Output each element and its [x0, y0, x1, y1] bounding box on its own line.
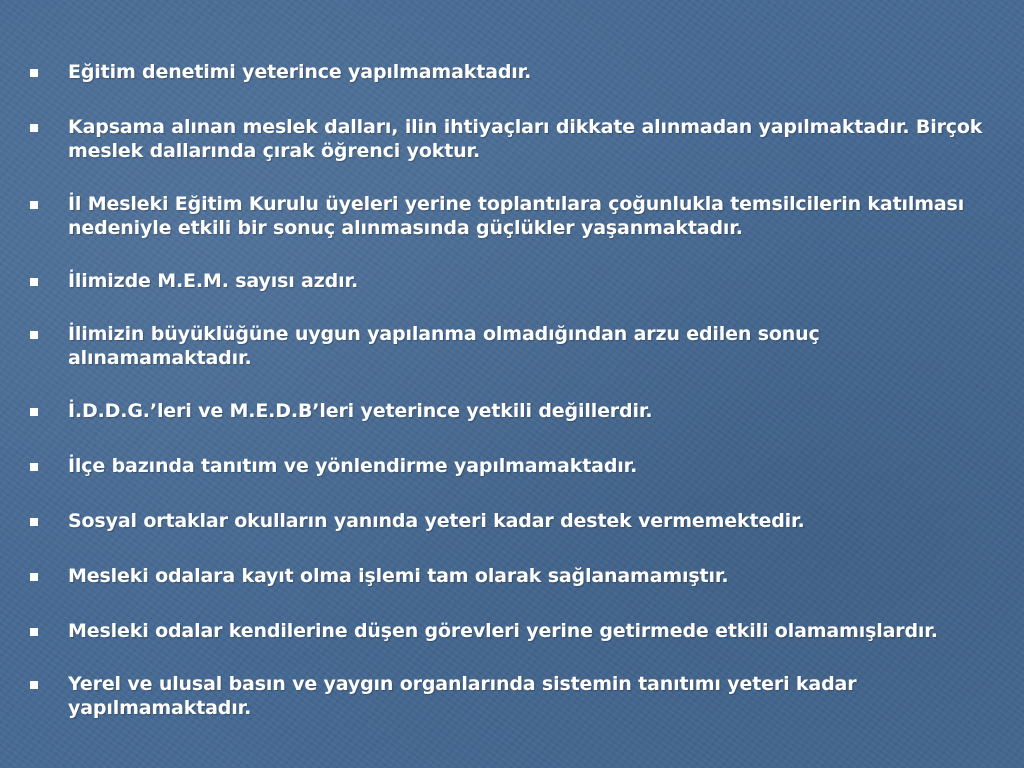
bullet-item-8 — [30, 509, 990, 533]
bullet-item-9 — [30, 564, 990, 588]
bullet-item-1 — [30, 60, 990, 84]
bullet-text: Mesleki odalar kendilerine düşen görevleri yerine getirmede etkili olamamışlardır. — [68, 620, 938, 642]
square-bullet-icon — [30, 331, 38, 339]
bullet-text: Kapsama alınan meslek dalları, ilin ihtiyaçları dikkate alınmadan yapılmaktadır. Birçok meslek dallarında çırak öğrenci yoktur. — [68, 116, 983, 162]
bullet-text: İ.D.D.G.’leri ve M.E.D.B’leri yeterince yetkili değillerdir. — [68, 400, 653, 422]
square-bullet-icon — [30, 681, 38, 689]
bullet-item-4 — [30, 269, 990, 293]
bullet-item-11 — [30, 672, 990, 720]
bullet-list — [30, 60, 990, 720]
bullet-text: İlimizin büyüklüğüne uygun yapılanma olmadığından arzu edilen sonuç alınamamaktadır. — [68, 323, 820, 369]
bullet-text: İl Mesleki Eğitim Kurulu üyeleri yerine toplantılara çoğunlukla temsilcilerin katılması nedeniyle etkili bir sonuç alınmasında güçlükler yaşanmaktadır. — [68, 193, 965, 239]
square-bullet-icon — [30, 278, 38, 286]
bullet-item-7 — [30, 454, 990, 478]
bullet-item-5 — [30, 322, 990, 370]
square-bullet-icon — [30, 628, 38, 636]
square-bullet-icon — [30, 124, 38, 132]
bullet-text: Yerel ve ulusal basın ve yaygın organlarında sistemin tanıtımı yeteri kadar yapılmamaktadır. — [68, 673, 857, 719]
square-bullet-icon — [30, 69, 38, 77]
square-bullet-icon — [30, 518, 38, 526]
bullet-text: İlçe bazında tanıtım ve yönlendirme yapılmamaktadır. — [68, 455, 638, 477]
bullet-text: Mesleki odalara kayıt olma işlemi tam olarak sağlanamamıştır. — [68, 565, 729, 587]
square-bullet-icon — [30, 463, 38, 471]
bullet-item-10 — [30, 619, 990, 643]
bullet-text: Eğitim denetimi yeterince yapılmamaktadır. — [68, 61, 532, 83]
bullet-text: İlimizde M.E.M. sayısı azdır. — [68, 270, 359, 292]
square-bullet-icon — [30, 573, 38, 581]
bullet-item-6 — [30, 399, 990, 423]
square-bullet-icon — [30, 408, 38, 416]
bullet-item-3 — [30, 192, 990, 240]
bullet-text: Sosyal ortaklar okulların yanında yeteri kadar destek vermemektedir. — [68, 510, 805, 532]
bullet-item-2 — [30, 115, 990, 163]
square-bullet-icon — [30, 201, 38, 209]
